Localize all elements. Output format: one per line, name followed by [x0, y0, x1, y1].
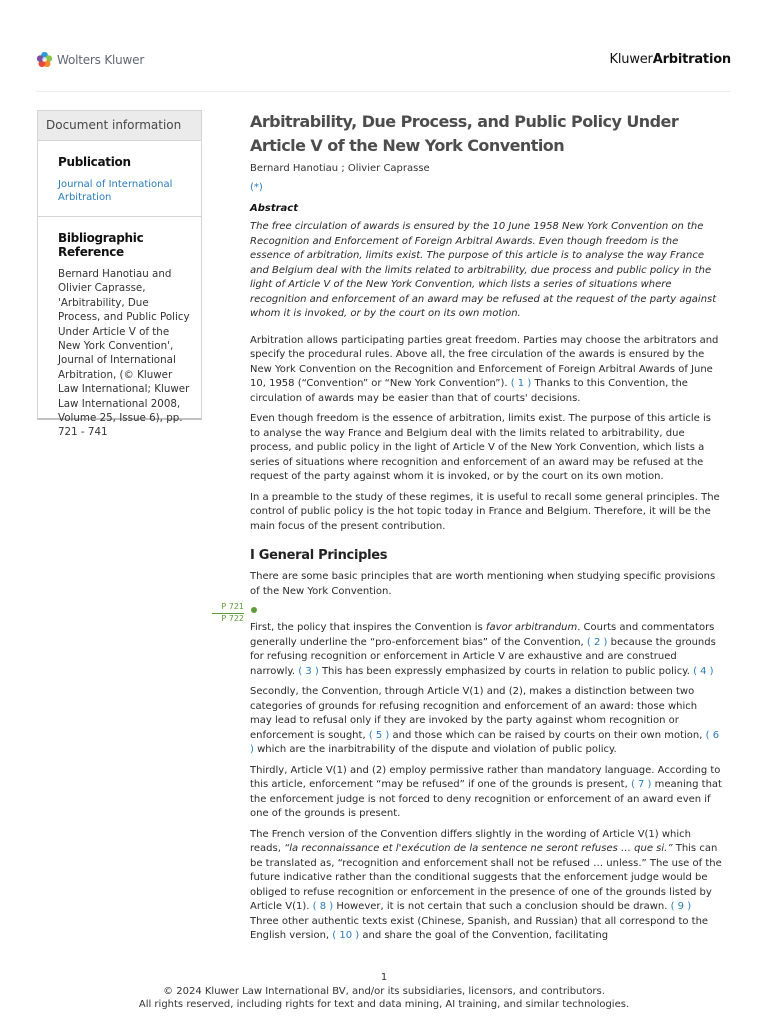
page-break-marker [250, 599, 722, 621]
footnote-link-4[interactable]: ( 4 ) [693, 665, 714, 677]
p8-text-e: and share the goal of the Convention, facilitating [362, 930, 609, 941]
footnote-link-7[interactable]: ( 7 ) [630, 779, 652, 790]
p8-text-a: The French version of the Convention differs slightly in the wording of Article V(1) which reads, [250, 828, 692, 854]
p6-text-a: Secondly, the Convention, through Article V(1) and (2), makes a distinction between two categories of grounds for refusing recognition and enforcement of an award: those which may lead to refusal only if they are invoked by the party against whom recognition or enforcement is sought, [250, 686, 698, 741]
bibliographic-reference-text: Bernard Hanotiau and Olivier Caprasse, 'Arbitrability, Due Process, and Public Policy Under Article V of the New York Convention', Journal of International Arbitration, (© Kluwer Law International; Kluwer Law International 2008, Volume 25, Issue 6), pp. 721 - 741 [58, 268, 190, 439]
page-marker-start: P 721 [221, 602, 244, 611]
kluwer-arbitration-brand[interactable] [610, 52, 731, 67]
p7-text-a: Thirdly, Article V(1) and (2) employ permissive rather than mandatory language. According to this article, enforcement “may be refused” if one of the grounds is present, [250, 764, 721, 790]
page-footer [0, 971, 768, 1011]
bibliographic-reference-title: Bibliographic Reference [58, 231, 144, 259]
document-information-panel [37, 110, 202, 439]
article-authors: Bernard Hanotiau ; Olivier Caprasse [250, 163, 430, 174]
author-note-link[interactable]: (*) [250, 182, 263, 193]
paragraph-1 [250, 334, 722, 407]
p5-text-d: This has been expressly emphasized by courts in relation to public policy. [321, 665, 690, 677]
page-break-dot [251, 607, 257, 613]
p7-text-b: meaning that the enforcement judge is not forced to deny recognition or enforcement of an award even if one of the grounds is present. [250, 779, 722, 819]
header-divider [36, 91, 731, 92]
logo-text: Wolters Kluwer [57, 52, 145, 67]
article-title: Arbitrability, Due Process, and Public Policy Under Article V of the New York Convention [250, 112, 679, 155]
p5-text-c: because the grounds for refusing recognition or enforcement in Article V are exhaustive and are construed narrowly. [250, 636, 716, 677]
p8-text-b: This can be translated as, “recognition and enforcement shall not be refused … unless.” The use of the future indicative rather than the conditional suggests that the enforcement judge would be obliged to refuse recognition or enforcement in the presence of one of the grounds listed by Article V(1). [250, 843, 722, 912]
wolters-kluwer-logo[interactable] [36, 51, 144, 68]
brand-light: Kluwer [609, 52, 653, 67]
copyright-line: © 2024 Kluwer Law International BV, and/or its subsidiaries, licensors, and contributors. [163, 986, 605, 997]
publication-section [38, 141, 201, 217]
paragraph-2: Even though freedom is the essence of arbitration, limits exist. The purpose of this article is to analyse the way France and Belgium deal with the limits related to arbitrability, due process, and public policy in the light of Article V of the New York Convention, which lists a series of situations where recognition and enforcement of an award may be refused at the request of the party against whom it is invoked, or by the court on its own motion. [250, 413, 711, 482]
article-body [250, 110, 722, 944]
wolters-kluwer-logo-icon [36, 51, 53, 68]
footnote-link-3[interactable]: ( 3 ) [298, 665, 319, 677]
footnote-link-1[interactable]: ( 1 ) [510, 378, 532, 389]
p8-text-c: However, it is not certain that such a conclusion should be drawn. [336, 901, 668, 912]
p6-text-c: which are the inarbitrability of the dispute and violation of public policy. [257, 744, 617, 755]
page-marker-end: P 722 [221, 614, 244, 623]
footnote-link-9[interactable]: ( 9 ) [670, 901, 692, 912]
footnote-link-2[interactable]: ( 2 ) [586, 636, 608, 648]
p5-emphasis: favor arbitrandum [485, 622, 578, 633]
bibliographic-reference-section [38, 217, 201, 440]
footnote-link-10[interactable]: ( 10 ) [332, 930, 360, 941]
footnote-link-8[interactable]: ( 8 ) [312, 901, 334, 912]
page-header [0, 0, 768, 92]
page-number: 1 [380, 972, 388, 983]
p5-text-b: . Courts and commentators generally underline the “pro-enforcement bias” of the Convention, [250, 622, 715, 648]
paragraph-6 [250, 685, 722, 758]
publication-link[interactable]: Journal of International Arbitration [58, 179, 173, 203]
section-heading: I General Principles [250, 548, 388, 563]
p6-text-b: and those which can be raised by courts on their own motion, [392, 729, 703, 741]
paragraph-7 [250, 764, 722, 822]
p1-text-a: Arbitration allows participating parties great freedom. Parties may choose the arbitrators and specify the procedural rules. Above all, the free circulation of the awards is ensured by the New York Convention on the Recognition and Enforcement of Foreign Arbitral Awards of June 10, 1958 (“Convention” or “New York Convention”). [250, 334, 719, 389]
p8-text-d: Three other authentic texts exist (Chinese, Spanish, and Russian) that all correspond to the English version, [250, 915, 709, 941]
document-information-heading: Document information [38, 111, 201, 141]
footnote-link-6[interactable]: ( 6 ) [250, 729, 720, 755]
p1-text-b: Thanks to this Convention, the circulation of awards may be easier than that of courts' decisions. [250, 378, 688, 404]
footnote-link-5[interactable]: ( 5 ) [368, 729, 390, 741]
brand-bold: Arbitration [652, 52, 731, 67]
paragraph-8 [250, 828, 722, 944]
paragraph-5 [250, 621, 722, 679]
p5-text-a: First, the policy that inspires the Convention is [250, 622, 486, 633]
paragraph-4: There are some basic principles that are worth mentioning when studying specific provisions of the New York Convention. [250, 571, 716, 597]
paragraph-3: In a preamble to the study of these regimes, it is useful to recall some general principles. The control of public policy is the hot topic today in France and Belgium. Therefore, it will be the main focus of the present contribution. [250, 491, 720, 532]
abstract-label: Abstract [250, 203, 299, 214]
publication-title: Publication [58, 155, 131, 169]
rights-line: All rights reserved, including rights for text and data mining, AI training, and similar technologies. [138, 999, 630, 1010]
p8-emphasis: “la reconnaissance et l'exécution de la sentence ne seront refuses … que si.” [284, 843, 673, 854]
abstract-text: The free circulation of awards is ensured by the 10 June 1958 New York Convention on the Recognition and Enforcement of Foreign Arbitral Awards. Even though freedom is the essence of arbitration, limits exist. The purpose of this article is to analyse the way France and Belgium deal with the limits related to arbitrability, due process and public policy in the light of Article V of the New York Convention, which lists a series of situations where recognition and enforcement of an award may be refused at the request of the party against whom it is invoked, or by the court on its own motion. [250, 221, 717, 319]
